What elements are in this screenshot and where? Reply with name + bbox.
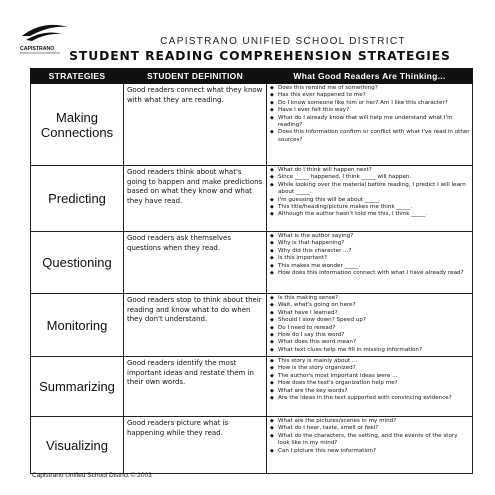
thinking-cell xyxy=(267,232,473,294)
thinking-question: ◆ What do I think will happen next? xyxy=(269,167,470,174)
thinking-question: ◆ What do I already know that will help me understand what I'm reading? xyxy=(269,115,470,130)
thinking-question: ◆ Since _____ happened, I think _____ will happen. xyxy=(269,174,470,181)
strategy-name: Visualizing xyxy=(31,417,124,474)
table-row xyxy=(31,166,473,232)
thinking-question: ◆ What do I hear, taste, smell or feel? xyxy=(269,425,470,432)
thinking-question: ◆ Is this important? xyxy=(269,255,470,262)
thinking-question: ◆ Although the author hasn't told me this, I think _____. xyxy=(269,211,470,218)
strategy-name: Making Connections xyxy=(31,84,124,166)
logo-text: CAPISTRANO xyxy=(20,46,55,52)
thinking-question: ◆ Has this ever happened to me? xyxy=(269,92,470,99)
thinking-question: ◆ This makes me wonder _____. xyxy=(269,263,470,270)
thinking-question: ◆ I'm guessing this will be about _____. xyxy=(269,197,470,204)
thinking-cell xyxy=(267,166,473,232)
thinking-list xyxy=(269,295,470,354)
strategy-name: Questioning xyxy=(31,232,124,294)
thinking-question: ◆ What does this word mean? xyxy=(269,339,470,346)
student-definition: Good readers think about what's going to happen and make predictions based on what they know and what they have read. xyxy=(124,166,267,232)
thinking-question: ◆ How does this information connect with what I have already read? xyxy=(269,270,470,277)
thinking-question: ◆ What are the key words? xyxy=(269,388,470,395)
page-title: STUDENT READING COMPREHENSION STRATEGIES xyxy=(69,49,451,63)
student-definition: Good readers ask themselves questions when they read. xyxy=(124,232,267,294)
thinking-question: ◆ What is the author saying? xyxy=(269,233,470,240)
table-row xyxy=(31,294,473,357)
thinking-question: ◆ Why did this character ...? xyxy=(269,248,470,255)
thinking-question: ◆ Do I need to reread? xyxy=(269,325,470,332)
thinking-list xyxy=(269,233,470,277)
thinking-question: ◆ How do I say this word? xyxy=(269,332,470,339)
strategy-name: Predicting xyxy=(31,166,124,232)
thinking-question: ◆ What text clues help me fill in missing information? xyxy=(269,347,470,354)
thinking-list xyxy=(269,167,470,219)
thinking-question: ◆ What do the characters, the setting, and the events of the story look like in my mind? xyxy=(269,433,470,448)
table-header-row xyxy=(31,69,473,84)
thinking-cell xyxy=(267,294,473,357)
thinking-question: ◆ Why is that happening? xyxy=(269,240,470,247)
thinking-question: ◆ Can I picture this new information? xyxy=(269,448,470,455)
thinking-question: ◆ Does this information confirm or conflict with what I've read in other sources? xyxy=(269,129,470,144)
thinking-question: ◆ Should I slow down? Speed up? xyxy=(269,317,470,324)
thinking-question: ◆ How does the text's organization help me? xyxy=(269,380,470,387)
student-definition: Good readers identify the most important ideas and restate them in their own words. xyxy=(124,357,267,417)
thinking-list xyxy=(269,358,470,402)
thinking-list xyxy=(269,418,470,455)
thinking-cell xyxy=(267,357,473,417)
thinking-question: ◆ While looking over the material before reading, I predict I will learn about _____. xyxy=(269,182,470,197)
district-name: CAPISTRANO UNIFIED SCHOOL DISTRICT xyxy=(160,36,406,47)
table-row xyxy=(31,232,473,294)
strategy-name: Summarizing xyxy=(31,357,124,417)
table-row xyxy=(31,84,473,166)
thinking-question: ◆ What have I learned? xyxy=(269,310,470,317)
student-definition: Good readers connect what they know with what they are reading. xyxy=(124,84,267,166)
table-row xyxy=(31,417,473,474)
thinking-question: ◆ Is this making sense? xyxy=(269,295,470,302)
thinking-question: ◆ Wait, what's going on here? xyxy=(269,302,470,309)
thinking-question: ◆ This story is mainly about ... xyxy=(269,358,470,365)
thinking-cell xyxy=(267,417,473,474)
thinking-question: ◆ The author's most important ideas were ... xyxy=(269,373,470,380)
student-definition: Good readers picture what is happening while they read. xyxy=(124,417,267,474)
column-header-thinking: What Good Readers Are Thinking... xyxy=(267,69,473,84)
thinking-question: ◆ How is the story organized? xyxy=(269,365,470,372)
strategies-table xyxy=(30,68,473,474)
strategy-name: Monitoring xyxy=(31,294,124,357)
column-header-definition: STUDENT DEFINITION xyxy=(124,69,267,84)
thinking-question: ◆ Are the ideas in the text supported with convincing evidence? xyxy=(269,395,470,402)
student-definition: Good readers stop to think about their reading and know what to do when they don't understand. xyxy=(124,294,267,357)
thinking-list xyxy=(269,85,470,144)
thinking-question: ◆ What are the pictures/scenes in my mind? xyxy=(269,418,470,425)
thinking-question: ◆ Have I ever felt this way? xyxy=(269,107,470,114)
thinking-question: ◆ Do I know someone like him or her? Am I like this character? xyxy=(269,100,470,107)
thinking-question: ◆ Does this remind me of something? xyxy=(269,85,470,92)
thinking-cell xyxy=(267,84,473,166)
table-row xyxy=(31,357,473,417)
thinking-question: ◆ This title/heading/picture makes me think _____. xyxy=(269,204,470,211)
footer-copyright: Capistrano Unified School District © 2003 xyxy=(32,472,152,479)
column-header-strategies: STRATEGIES xyxy=(31,69,124,84)
